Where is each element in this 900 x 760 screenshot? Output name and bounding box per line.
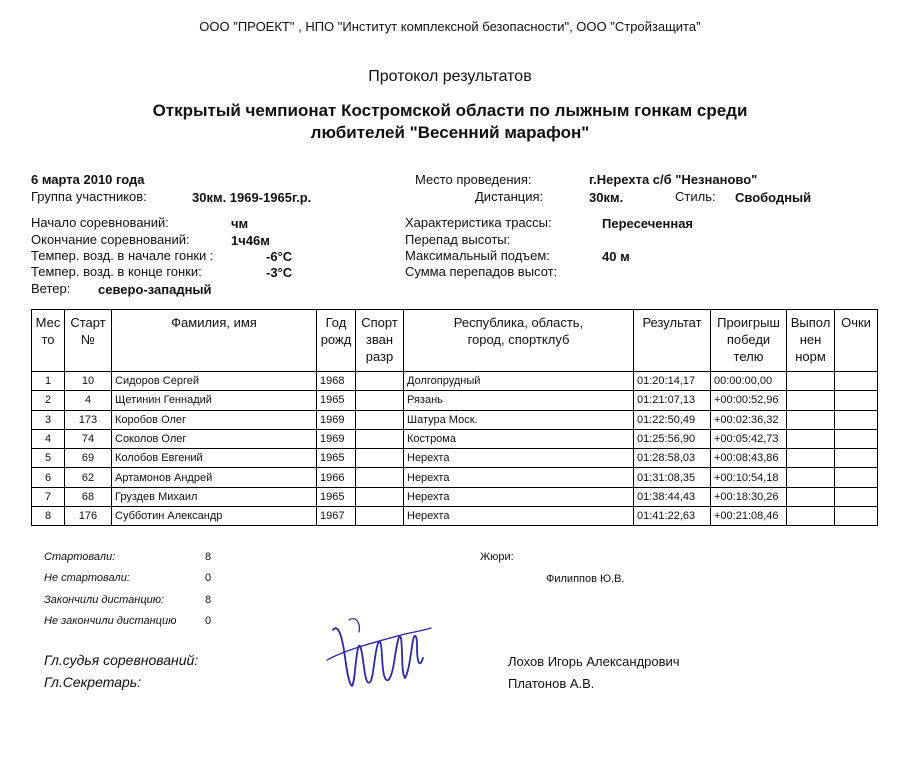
cell-name: Артамонов Андрей — [112, 468, 317, 487]
venue-value: г.Нерехта с/б "Незнаново" — [589, 172, 758, 187]
cell-name: Щетинин Геннадий — [112, 391, 317, 410]
cell-rank — [356, 410, 404, 429]
cell-rank — [356, 487, 404, 506]
cell-norm — [787, 468, 835, 487]
cell-result: 01:41:22,63 — [634, 507, 711, 526]
cell-name: Коробов Олег — [112, 410, 317, 429]
cell-place: 7 — [32, 487, 65, 506]
results-table — [31, 309, 878, 526]
cell-name: Колобов Евгений — [112, 449, 317, 468]
cell-year: 1966 — [317, 468, 356, 487]
secretary-label: Гл.Секретарь: — [44, 674, 142, 690]
cell-norm — [787, 410, 835, 429]
results-body — [32, 372, 878, 526]
started-value: 8 — [205, 551, 212, 563]
table-row — [32, 391, 878, 410]
title-line-1: Открытый чемпионат Костромской области по лыжным гонкам среди — [152, 101, 748, 120]
temp-end-label: Темпер. возд. в конце гонки: — [31, 264, 202, 279]
cell-start-no: 10 — [65, 372, 112, 391]
col-header-rank: Спорт зван разр — [356, 310, 404, 372]
cell-start-no: 68 — [65, 487, 112, 506]
cell-place: 4 — [32, 429, 65, 448]
cell-gap: +00:21:08,46 — [711, 507, 787, 526]
finished-label: Закончили дистанцию: — [44, 594, 165, 606]
sum-diff-label: Сумма перепадов высот: — [405, 264, 558, 279]
not-started-label: Не стартовали: — [44, 572, 130, 584]
cell-result: 01:38:44,43 — [634, 487, 711, 506]
cell-gap: +00:18:30,26 — [711, 487, 787, 506]
table-row — [32, 410, 878, 429]
track-label: Характеристика трассы: — [405, 215, 552, 230]
track-value: Пересеченная — [602, 216, 694, 231]
col-header-year: Год рожд — [317, 310, 356, 372]
cell-rank — [356, 429, 404, 448]
cell-result: 01:25:56,90 — [634, 429, 711, 448]
chief-judge-label: Гл.судья соревнований: — [44, 652, 199, 668]
max-climb-label: Максимальный подъем: — [405, 248, 550, 263]
group-value: 30км. 1969-1965г.р. — [192, 190, 312, 205]
cell-club: Кострома — [404, 429, 634, 448]
col-header-start-no: Старт № — [65, 310, 112, 372]
cell-gap: +00:05:42,73 — [711, 429, 787, 448]
col-header-place: Мес то — [32, 310, 65, 372]
table-row — [32, 429, 878, 448]
table-row — [32, 372, 878, 391]
table-row — [32, 468, 878, 487]
col-header-name: Фамилия, имя — [112, 310, 317, 372]
venue-label: Место проведения: — [415, 172, 532, 187]
max-climb-value: 40 м — [602, 249, 630, 264]
finished-value: 8 — [205, 594, 212, 606]
cell-year: 1965 — [317, 487, 356, 506]
cell-rank — [356, 449, 404, 468]
end-label: Окончание соревнований: — [31, 232, 190, 247]
cell-result: 01:22:50,49 — [634, 410, 711, 429]
col-header-points: Очки — [835, 310, 878, 372]
col-header-gap: Проигрыш победи телю — [711, 310, 787, 372]
start-value: чм — [231, 216, 249, 231]
cell-points — [835, 487, 878, 506]
cell-place: 5 — [32, 449, 65, 468]
cell-start-no: 62 — [65, 468, 112, 487]
cell-rank — [356, 507, 404, 526]
cell-norm — [787, 487, 835, 506]
organizers: ООО "ПРОЕКТ" , НПО "Институт комплексной безопасности", ООО "Стройзащита" — [199, 19, 701, 34]
cell-start-no: 176 — [65, 507, 112, 526]
cell-name: Груздев Михаил — [112, 487, 317, 506]
cell-points — [835, 468, 878, 487]
cell-name: Соколов Олег — [112, 429, 317, 448]
cell-year: 1969 — [317, 410, 356, 429]
cell-points — [835, 507, 878, 526]
cell-place: 1 — [32, 372, 65, 391]
cell-rank — [356, 372, 404, 391]
table-row — [32, 507, 878, 526]
cell-points — [835, 391, 878, 410]
cell-points — [835, 410, 878, 429]
cell-norm — [787, 372, 835, 391]
cell-result: 01:31:08,35 — [634, 468, 711, 487]
cell-start-no: 173 — [65, 410, 112, 429]
cell-year: 1968 — [317, 372, 356, 391]
cell-year: 1965 — [317, 391, 356, 410]
cell-start-no: 69 — [65, 449, 112, 468]
cell-norm — [787, 507, 835, 526]
wind-label: Ветер: — [31, 281, 71, 296]
temp-end-value: -3°C — [266, 265, 293, 280]
cell-norm — [787, 391, 835, 410]
cell-points — [835, 372, 878, 391]
cell-gap: +00:00:52,96 — [711, 391, 787, 410]
height-diff-label: Перепад высоты: — [405, 232, 511, 247]
col-header-norm: Выпол нен норм — [787, 310, 835, 372]
cell-norm — [787, 449, 835, 468]
cell-points — [835, 429, 878, 448]
handwritten-signature — [325, 612, 435, 702]
jury-value: Филиппов Ю.В. — [546, 573, 625, 585]
cell-gap: +00:02:36,32 — [711, 410, 787, 429]
temp-start-value: -6°C — [266, 249, 293, 264]
group-label: Группа участников: — [31, 189, 147, 204]
cell-result: 01:28:58,03 — [634, 449, 711, 468]
start-label: Начало соревнований: — [31, 215, 169, 230]
col-header-result: Результат — [634, 310, 711, 372]
cell-place: 3 — [32, 410, 65, 429]
cell-rank — [356, 468, 404, 487]
cell-year: 1967 — [317, 507, 356, 526]
cell-gap: +00:08:43,86 — [711, 449, 787, 468]
cell-place: 6 — [32, 468, 65, 487]
cell-club: Нерехта — [404, 487, 634, 506]
cell-club: Нерехта — [404, 507, 634, 526]
end-value: 1ч46м — [231, 233, 270, 248]
cell-gap: 00:00:00,00 — [711, 372, 787, 391]
cell-place: 8 — [32, 507, 65, 526]
cell-name: Субботин Александр — [112, 507, 317, 526]
jury-label: Жюри: — [480, 551, 514, 563]
cell-start-no: 4 — [65, 391, 112, 410]
cell-club: Рязань — [404, 391, 634, 410]
cell-points — [835, 449, 878, 468]
cell-gap: +00:10:54,18 — [711, 468, 787, 487]
cell-club: Шатура Моск. — [404, 410, 634, 429]
cell-norm — [787, 429, 835, 448]
cell-name: Сидоров Сергей — [112, 372, 317, 391]
wind-value: северо-западный — [98, 282, 212, 297]
cell-rank — [356, 391, 404, 410]
cell-place: 2 — [32, 391, 65, 410]
cell-club: Нерехта — [404, 449, 634, 468]
distance-value: 30км. — [589, 190, 624, 205]
cell-result: 01:20:14,17 — [634, 372, 711, 391]
style-label: Стиль: — [675, 189, 716, 204]
cell-start-no: 74 — [65, 429, 112, 448]
cell-club: Нерехта — [404, 468, 634, 487]
not-started-value: 0 — [205, 572, 212, 584]
table-row — [32, 449, 878, 468]
temp-start-label: Темпер. возд. в начале гонки : — [31, 248, 214, 263]
distance-label: Дистанция: — [475, 189, 544, 204]
table-row — [32, 487, 878, 506]
event-date: 6 марта 2010 года — [31, 172, 145, 187]
table-header-row — [32, 310, 878, 372]
col-header-club: Республика, область, город, спортклуб — [404, 310, 634, 372]
not-finished-label: Не закончили дистанцию — [44, 615, 177, 627]
cell-result: 01:21:07,13 — [634, 391, 711, 410]
started-label: Стартовали: — [44, 551, 116, 563]
cell-year: 1965 — [317, 449, 356, 468]
cell-year: 1969 — [317, 429, 356, 448]
secretary-name: Платонов А.В. — [508, 676, 595, 691]
style-value: Свободный — [735, 190, 812, 205]
cell-club: Долгопрудный — [404, 372, 634, 391]
document-type: Протокол результатов — [368, 68, 532, 85]
chief-judge-name: Лохов Игорь Александрович — [508, 654, 680, 669]
not-finished-value: 0 — [205, 615, 212, 627]
title-line-2: любителей "Весенний марафон" — [310, 123, 590, 142]
